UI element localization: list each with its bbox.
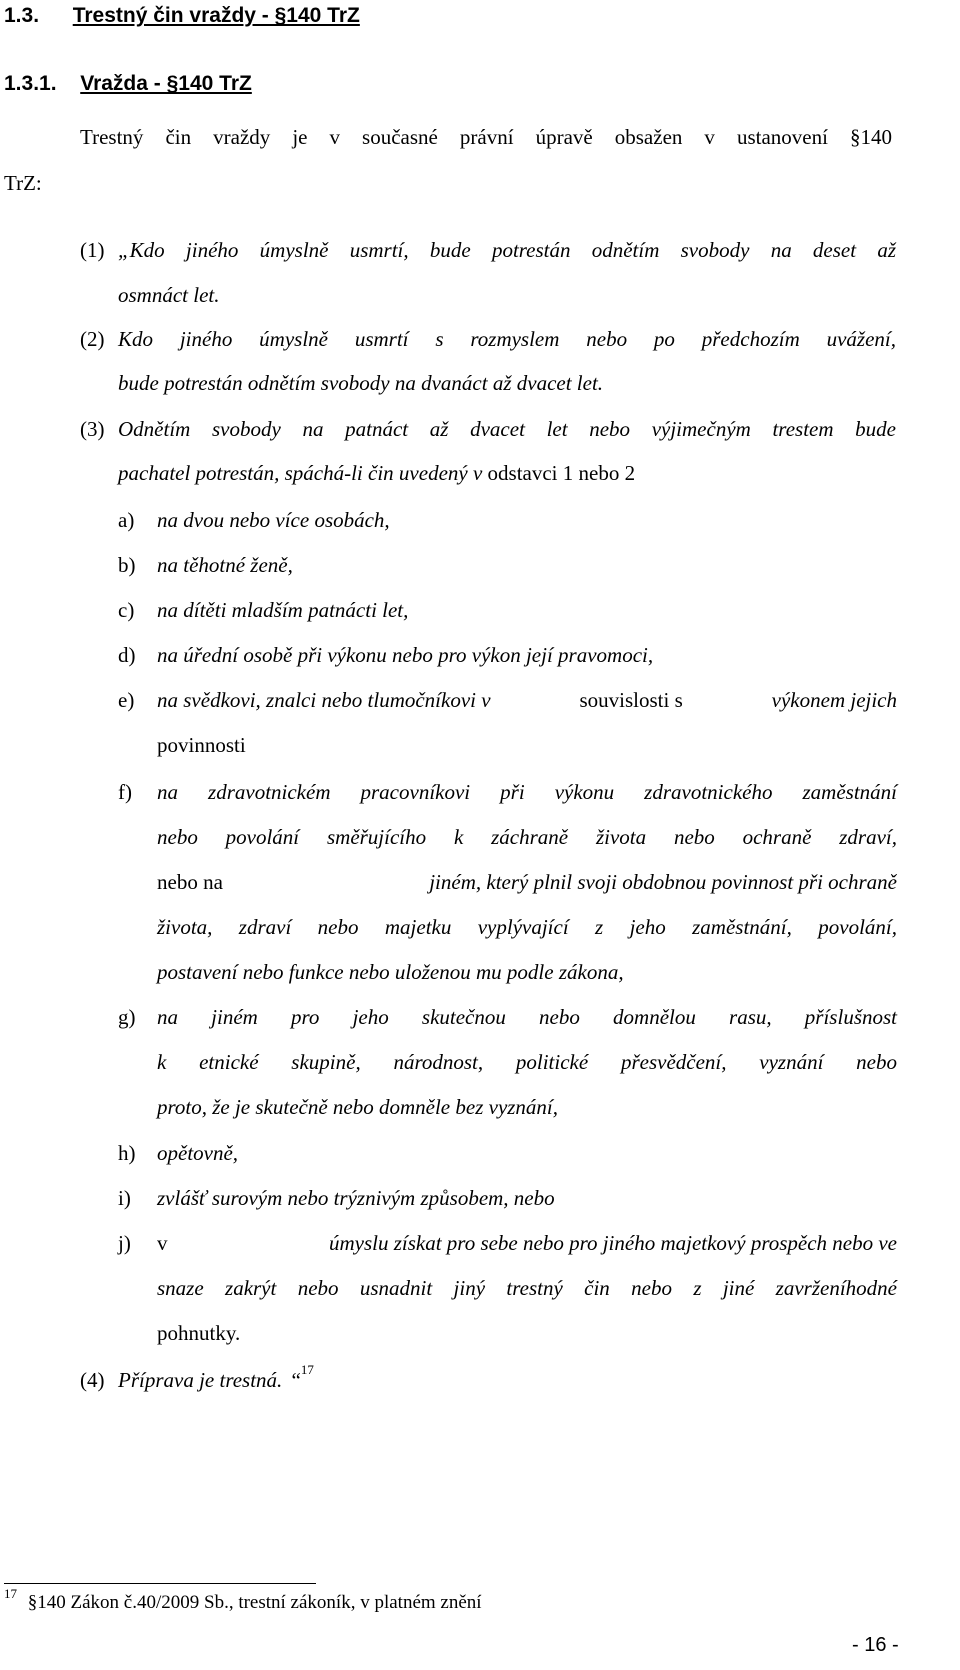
- item-e-line-1: [157, 688, 897, 713]
- heading-2-number: 1.3.1.: [4, 72, 57, 95]
- item-f-line-3: [157, 870, 897, 895]
- para-3-line-2-normal: odstavci 1 nebo 2: [482, 461, 636, 485]
- intro-line-2: TrZ:: [4, 171, 42, 195]
- item-j-line-1-italic: úmyslu získat pro sebe nebo pro jiného majetkový prospěch nebo ve: [328, 1231, 897, 1255]
- item-g-line-3: proto, že je skutečně nebo domněle bez vyznání,: [157, 1095, 559, 1119]
- item-g-label: g): [118, 1005, 136, 1029]
- item-j-line-1-normal: v: [157, 1231, 168, 1255]
- para-4-number: (4): [80, 1368, 105, 1392]
- item-g-line-2: k etnické skupině, národnost, politické přesvědčení, vyznání nebo: [157, 1050, 897, 1074]
- para-2-number: (2): [80, 327, 105, 351]
- footnote-text: §140 Zákon č.40/2009 Sb., trestní zákoník, v platném znění: [27, 1592, 482, 1613]
- para-2-line-2: bude potrestán odnětím svobody na dvanáct až dvacet let.: [118, 371, 604, 395]
- item-a-text: na dvou nebo více osobách,: [157, 508, 390, 532]
- item-h-label: h): [118, 1141, 136, 1165]
- footnote-separator: [4, 1583, 316, 1584]
- para-4-text: Příprava je trestná.: [118, 1368, 283, 1392]
- item-e-line-2: povinnosti: [157, 733, 246, 757]
- page-number: - 16 -: [852, 1634, 899, 1656]
- item-e-normal: souvislosti s: [579, 688, 683, 712]
- para-2-line-1: Kdo jiného úmyslně usmrtí s rozmyslem nebo po předchozím uvážení,: [118, 327, 896, 351]
- item-b-label: b): [118, 553, 136, 577]
- para-3-line-2-italic: pachatel potrestán, spáchá-li čin uvedený v: [118, 461, 483, 485]
- para-1-line-2: osmnáct let.: [118, 283, 220, 307]
- para-3-number: (3): [80, 417, 105, 441]
- item-g-line-1: na jiném pro jeho skutečnou nebo domnělou rasu, příslušnost: [157, 1005, 897, 1029]
- heading-1-number: 1.3.: [4, 4, 40, 27]
- para-1-number: (1): [80, 238, 105, 262]
- para-1-line-1: „Kdo jiného úmyslně usmrtí, bude potrestán odnětím svobody na deset až: [118, 238, 896, 262]
- item-j-line-3: pohnutky.: [157, 1321, 241, 1345]
- item-j-line-1: [157, 1231, 897, 1256]
- item-j-line-2: snaze zakrýt nebo usnadnit jiný trestný čin nebo z jiné zavrženíhodné: [157, 1276, 897, 1300]
- item-f-line-4: života, zdraví nebo majetku vyplývající z jeho zaměstnání, povolání,: [157, 915, 897, 939]
- item-a-label: a): [118, 508, 135, 532]
- item-f-label: f): [118, 780, 132, 804]
- heading-1: [4, 4, 360, 28]
- item-e-italic-1: na svědkovi, znalci nebo tlumočníkovi v: [157, 688, 491, 712]
- footnote-reference: 17: [300, 1362, 314, 1377]
- footnote-number: 17: [4, 1586, 17, 1601]
- item-b-text: na těhotné ženě,: [157, 553, 293, 577]
- item-c-text: na dítěti mladším patnácti let,: [157, 598, 409, 622]
- item-j-label: j): [118, 1231, 131, 1255]
- item-f-line-5: postavení nebo funkce nebo uloženou mu podle zákona,: [157, 960, 624, 984]
- item-d-label: d): [118, 643, 136, 667]
- item-f-line-3-italic: jiném, který plnil svoji obdobnou povinnost při ochraně: [429, 870, 897, 894]
- para-4-quote: “: [291, 1368, 301, 1392]
- heading-1-title: Trestný čin vraždy - §140 TrZ: [72, 4, 360, 27]
- item-i-label: i): [118, 1186, 131, 1210]
- para-4-line: [118, 1362, 314, 1393]
- item-d-text: na úřední osobě při výkonu nebo pro výkon její pravomoci,: [157, 643, 654, 667]
- item-f-line-1: na zdravotnickém pracovníkovi při výkonu zdravotnického zaměstnání: [157, 780, 897, 804]
- intro-line-1: Trestný čin vraždy je v současné právní úpravě obsažen v ustanovení §140: [80, 125, 892, 149]
- item-e-label: e): [118, 688, 135, 712]
- item-e-italic-2: výkonem jejich: [771, 688, 897, 712]
- heading-2: [4, 72, 252, 96]
- heading-2-title: Vražda - §140 TrZ: [80, 72, 252, 95]
- footnote: [4, 1586, 482, 1614]
- item-c-label: c): [118, 598, 135, 622]
- para-3-line-1: Odnětím svobody na patnáct až dvacet let nebo výjimečným trestem bude: [118, 417, 896, 441]
- item-f-line-2: nebo povolání směřujícího k záchraně života nebo ochraně zdraví,: [157, 825, 897, 849]
- item-i-text: zvlášť surovým nebo trýznivým způsobem, nebo: [157, 1186, 555, 1210]
- para-3-line-2: [118, 461, 635, 486]
- item-f-line-3-normal: nebo na: [157, 870, 223, 894]
- item-h-text: opětovně,: [157, 1141, 239, 1165]
